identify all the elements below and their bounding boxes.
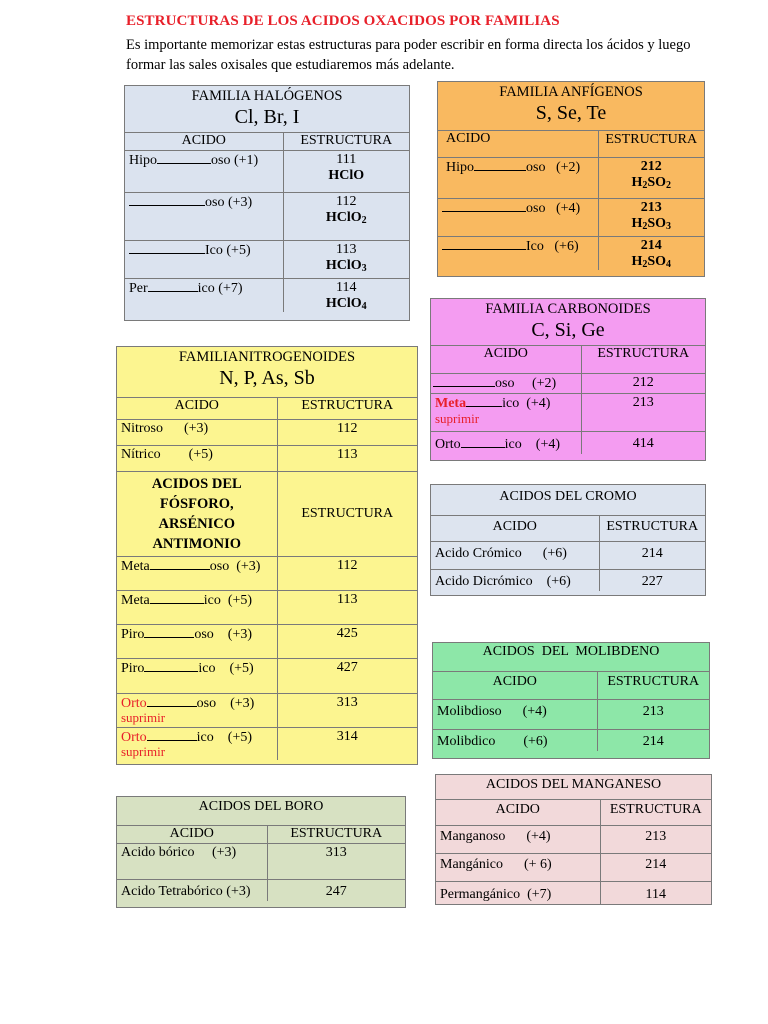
- fosforo-subtitle: ACIDOS DEL FÓSFORO, ARSÉNICO ANTIMONIO: [117, 471, 277, 556]
- structure-cell: 114: [600, 881, 711, 904]
- col-estructura: ESTRUCTURA: [600, 799, 711, 825]
- acid-name: Manganoso (+4): [436, 825, 600, 853]
- col-estructura: ESTRUCTURA: [283, 132, 409, 150]
- carbonoides-table: [430, 298, 706, 461]
- formula: HClO$_2$: [325, 209, 367, 226]
- suprimir-note: suprimir: [435, 410, 480, 426]
- anfigenos-table: [437, 81, 705, 277]
- col-acido: ACIDO: [436, 799, 600, 825]
- acid-name: Nítrico (+5): [117, 445, 277, 471]
- structure-cell: 213: [581, 393, 705, 431]
- acid-name: Hipo oso (+2): [438, 157, 598, 198]
- acid-name: Molibdico (+6): [433, 729, 597, 751]
- acid-name: Nitroso (+3): [117, 419, 277, 445]
- acid-name: Orto ico (+5) suprimir: [117, 727, 277, 760]
- col-estructura: ESTRUCTURA: [599, 515, 705, 541]
- anfigenos-elements: S, Se, Te: [535, 102, 607, 124]
- formula: $H_2SO_2$: [631, 174, 672, 191]
- acid-name: Ico (+5): [125, 240, 283, 278]
- col-acido: ACIDO: [438, 130, 598, 157]
- acid-name: Meta oso (+3): [117, 556, 277, 590]
- suprimir-note: suprimir: [121, 709, 166, 725]
- structure-cell: 111 HClO: [283, 150, 409, 192]
- structure-cell: 313: [277, 693, 417, 727]
- cromo-title: ACIDOS DEL CROMO: [431, 485, 705, 515]
- formula: $H_2SO_4$: [631, 253, 672, 270]
- intro-paragraph: Es importante memorizar estas estructuras para poder escribir en forma directa los ácidos y luego formar las sales oxisales que estudiaremos más adelante.: [126, 37, 691, 73]
- structure-cell: 227: [599, 569, 705, 591]
- acid-name: Piro oso (+3): [117, 624, 277, 658]
- suprimir-note: suprimir: [121, 743, 166, 759]
- acid-name: oso (+2): [431, 373, 581, 393]
- halogenos-elements: Cl, Br, I: [234, 106, 300, 128]
- structure-cell: 214 $H_2SO_4$: [598, 236, 704, 270]
- acid-name: Acido bórico (+3): [117, 843, 267, 879]
- boro-table: [116, 796, 406, 908]
- acid-name: Orto oso (+3) suprimir: [117, 693, 277, 727]
- structure-cell: 214: [600, 853, 711, 881]
- acid-name: Orto ico (+4): [431, 431, 581, 454]
- boro-title: ACIDOS DEL BORO: [117, 797, 405, 825]
- structure-cell: 247: [267, 879, 405, 901]
- structure-cell: 425: [277, 624, 417, 658]
- acid-name: Hipo oso (+1): [125, 150, 283, 192]
- halogenos-table: [124, 85, 410, 321]
- carbonoides-elements: C, Si, Ge: [531, 319, 605, 341]
- acid-name: Acido Crómico (+6): [431, 541, 599, 569]
- col-estructura: ESTRUCTURA: [597, 671, 709, 699]
- col-acido: ACIDO: [117, 825, 267, 843]
- manganeso-table: [435, 774, 712, 905]
- acid-name: oso (+4): [438, 198, 598, 236]
- formula: HClO$_4$: [325, 295, 367, 312]
- col-estructura: ESTRUCTURA: [277, 397, 417, 419]
- structure-cell: 213 $H_2SO_3$: [598, 198, 704, 236]
- molibdeno-title: ACIDOS DEL MOLIBDENO: [433, 643, 709, 671]
- structure-cell: 313: [267, 843, 405, 879]
- formula: HClO$_3$: [325, 257, 367, 274]
- nitrogenoides-elements: N, P, As, Sb: [219, 367, 315, 389]
- nitrogenoides-table: [116, 346, 418, 765]
- col-acido: ACIDO: [125, 132, 283, 150]
- structure-cell: 112: [277, 419, 417, 445]
- page-title: ESTRUCTURAS DE LOS ACIDOS OXACIDOS POR FAMILIAS: [126, 13, 560, 29]
- col-estructura: ESTRUCTURA: [598, 130, 704, 157]
- halogenos-title: FAMILIA HALÓGENOS: [191, 88, 343, 104]
- acid-name: Permangánico (+7): [436, 881, 600, 904]
- acid-name: Acido Dicrómico (+6): [431, 569, 599, 591]
- col-estructura: ESTRUCTURA: [267, 825, 405, 843]
- structure-cell: 112: [277, 556, 417, 590]
- structure-cell: 427: [277, 658, 417, 693]
- col-estructura: ESTRUCTURA: [581, 345, 705, 373]
- formula: HClO: [328, 167, 365, 183]
- col-estructura: ESTRUCTURA: [277, 471, 417, 556]
- structure-cell: 113: [277, 590, 417, 624]
- col-acido: ACIDO: [431, 515, 599, 541]
- carbonoides-title: FAMILIA CARBONOIDES: [485, 301, 651, 317]
- structure-cell: 213: [600, 825, 711, 853]
- structure-cell: 212: [581, 373, 705, 393]
- acid-name: Per ico (+7): [125, 278, 283, 312]
- acid-name: oso (+3): [125, 192, 283, 240]
- acid-name: Piro ico (+5): [117, 658, 277, 693]
- structure-cell: 214: [599, 541, 705, 569]
- structure-cell: 113: [277, 445, 417, 471]
- structure-cell: 114 HClO$_4$: [283, 278, 409, 312]
- acid-name: Molibdioso (+4): [433, 699, 597, 729]
- acid-name: Mangánico (+ 6): [436, 853, 600, 881]
- cromo-table: [430, 484, 706, 596]
- nitrogenoides-title: FAMILIANITROGENOIDES: [178, 349, 356, 365]
- structure-cell: 214: [597, 729, 709, 751]
- acid-name: Meta ico (+5): [117, 590, 277, 624]
- structure-cell: 213: [597, 699, 709, 729]
- col-acido: ACIDO: [431, 345, 581, 373]
- molibdeno-table: [432, 642, 710, 759]
- formula: $H_2SO_3$: [631, 215, 672, 232]
- manganeso-title: ACIDOS DEL MANGANESO: [436, 775, 711, 799]
- anfigenos-title: FAMILIA ANFÍGENOS: [499, 84, 643, 100]
- acid-name: Meta ico (+4) suprimir: [431, 393, 581, 431]
- structure-cell: 212 $H_2SO_2$: [598, 157, 704, 198]
- acid-name: Acido Tetrabórico (+3): [117, 879, 267, 901]
- acid-name: Ico (+6): [438, 236, 598, 270]
- col-acido: ACIDO: [117, 397, 277, 419]
- structure-cell: 314: [277, 727, 417, 760]
- col-acido: ACIDO: [433, 671, 597, 699]
- structure-cell: 414: [581, 431, 705, 454]
- structure-cell: 113 HClO$_3$: [283, 240, 409, 278]
- structure-cell: 112 HClO$_2$: [283, 192, 409, 240]
